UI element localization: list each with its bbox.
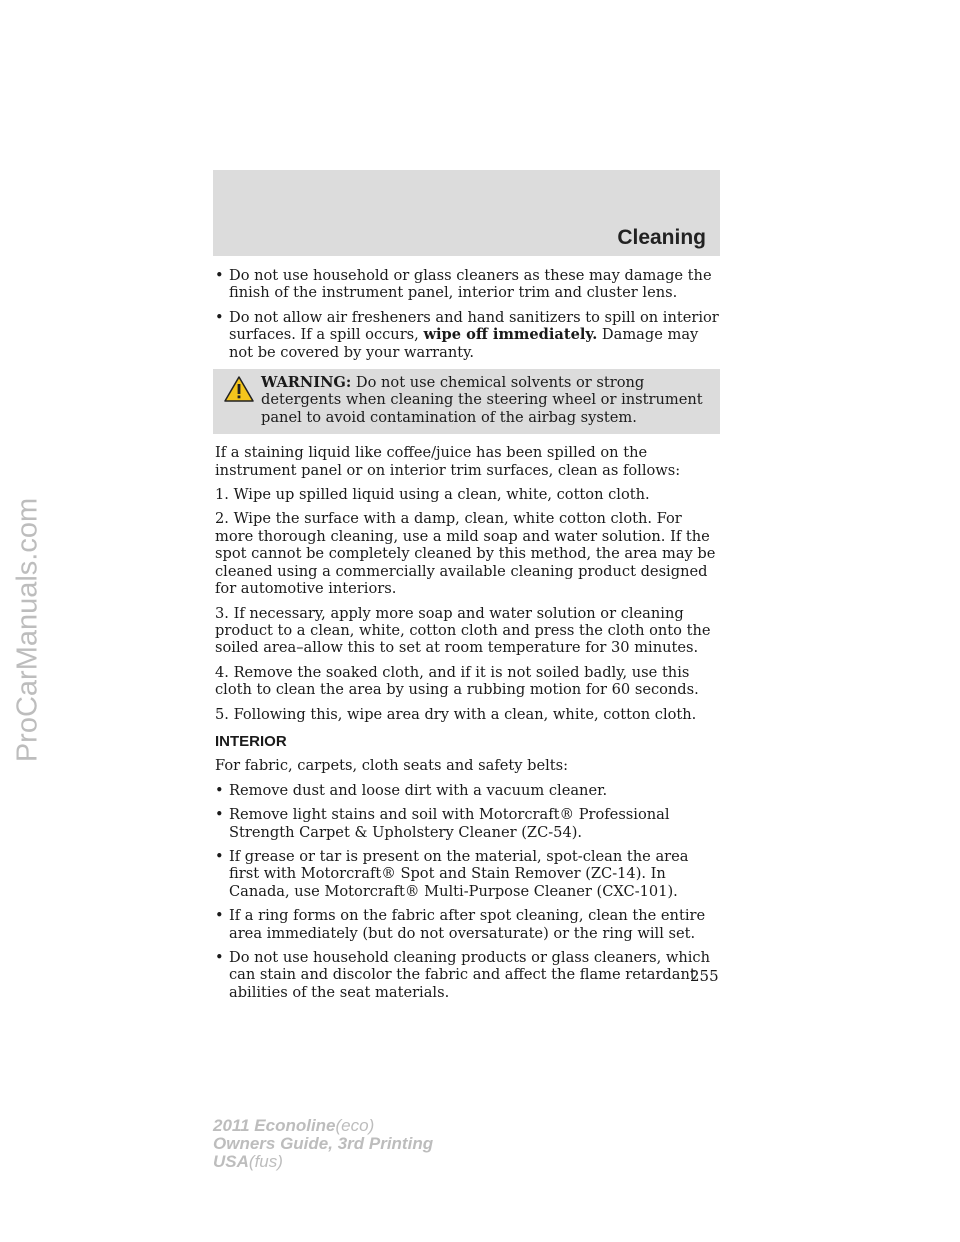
footer-guide: Owners Guide, 3rd Printing (213, 1134, 434, 1153)
bullet-text: If grease or tar is present on the material, spot-clean the area first with Motorcraft® Spot and Stain Remover (ZC-14). In Canada, use Motorcraft® Multi-Purpose Cleaner (CXC-101). (229, 847, 689, 900)
footer-region: USA (213, 1152, 249, 1171)
bullet-dot: • (215, 267, 224, 284)
bullet-item (215, 806, 720, 841)
bullet-item (215, 949, 720, 1001)
bullet-item (215, 309, 720, 361)
warning-box (213, 369, 720, 434)
bullet-dot: • (215, 907, 224, 925)
warning-label: WARNING: (261, 374, 352, 392)
bullet-item (215, 782, 720, 799)
bullet-text: Do not use household or glass cleaners as these may damage the finish of the instrument panel, interior trim and cluster lens. (229, 267, 712, 302)
step-2: 2. Wipe the surface with a damp, clean, white cotton cloth. For more thorough cleaning, use a mild soap and water solution. If the spot cannot be completely cleaned by this method, the area may be cleaned using a commercially available cleaning product designed for automotive interiors. (215, 510, 716, 598)
section-header (213, 170, 720, 256)
bullet-text: Do not use household cleaning products or glass cleaners, which can stain and discolor the fabric and affect the flame retardant abilities of the seat materials. (229, 949, 710, 1001)
warning-text: Do not use chemical solvents or strong detergents when cleaning the steering wheel or instrument panel to avoid contamination of the airbag system. (261, 374, 703, 426)
step-5: 5. Following this, wipe area dry with a clean, white, cotton cloth. (215, 705, 697, 723)
footer-model: 2011 Econoline (213, 1116, 336, 1135)
section-title: Cleaning (617, 226, 706, 249)
footer-region-code: (fus) (248, 1152, 283, 1171)
footer-line-model (213, 1117, 433, 1135)
step-1: 1. Wipe up spilled liquid using a clean, white, cotton cloth. (215, 486, 650, 504)
bullet-text: If a ring forms on the fabric after spot cleaning, clean the entire area immediately (but do not oversaturate) or the ring will set. (229, 907, 706, 942)
page-number: 255 (690, 967, 719, 985)
footer (213, 1117, 433, 1171)
bullet-dot: • (215, 308, 224, 326)
bullet-item (215, 848, 720, 900)
bullet-item (215, 267, 720, 302)
footer-model-code: (eco) (335, 1116, 375, 1135)
watermark (2, 497, 54, 763)
bullet-dot: • (215, 847, 224, 865)
bullet-dot: • (215, 781, 224, 799)
bullet-dot: • (215, 949, 224, 966)
bullet-dot: • (215, 806, 224, 824)
footer-line-region (213, 1153, 433, 1171)
warning-triangle-icon (223, 375, 255, 403)
bullet-text: Remove light stains and soil with Motorcraft® Professional Strength Carpet & Upholstery Cleaner (ZC-54). (229, 806, 670, 841)
interior-intro: For fabric, carpets, cloth seats and safety belts: (215, 757, 569, 775)
page-content (215, 267, 720, 1008)
bullet-text-after: Damage may not be covered by your warranty. (229, 326, 699, 361)
bullet-emphasis: wipe off immediately. (423, 326, 598, 344)
watermark-text: ProCarManuals.com (11, 497, 44, 763)
bullet-item (215, 907, 720, 942)
bullet-text: Remove dust and loose dirt with a vacuum cleaner. (229, 781, 608, 799)
step-3: 3. If necessary, apply more soap and water solution or cleaning product to a clean, white, cotton cloth and press the cloth onto the soiled area–allow this to set at room temperature for 30 minutes. (215, 604, 711, 657)
step-4: 4. Remove the soaked cloth, and if it is not soiled badly, use this cloth to clean the area by using a rubbing motion for 60 seconds. (215, 663, 699, 699)
interior-heading: INTERIOR (215, 732, 287, 750)
bullet-text: Do not allow air fresheners and hand sanitizers to spill on interior surfaces. If a spill occurs, (229, 308, 719, 344)
cleaning-intro: If a staining liquid like coffee/juice has been spilled on the instrument panel or on interior trim surfaces, clean as follows: (215, 444, 681, 479)
